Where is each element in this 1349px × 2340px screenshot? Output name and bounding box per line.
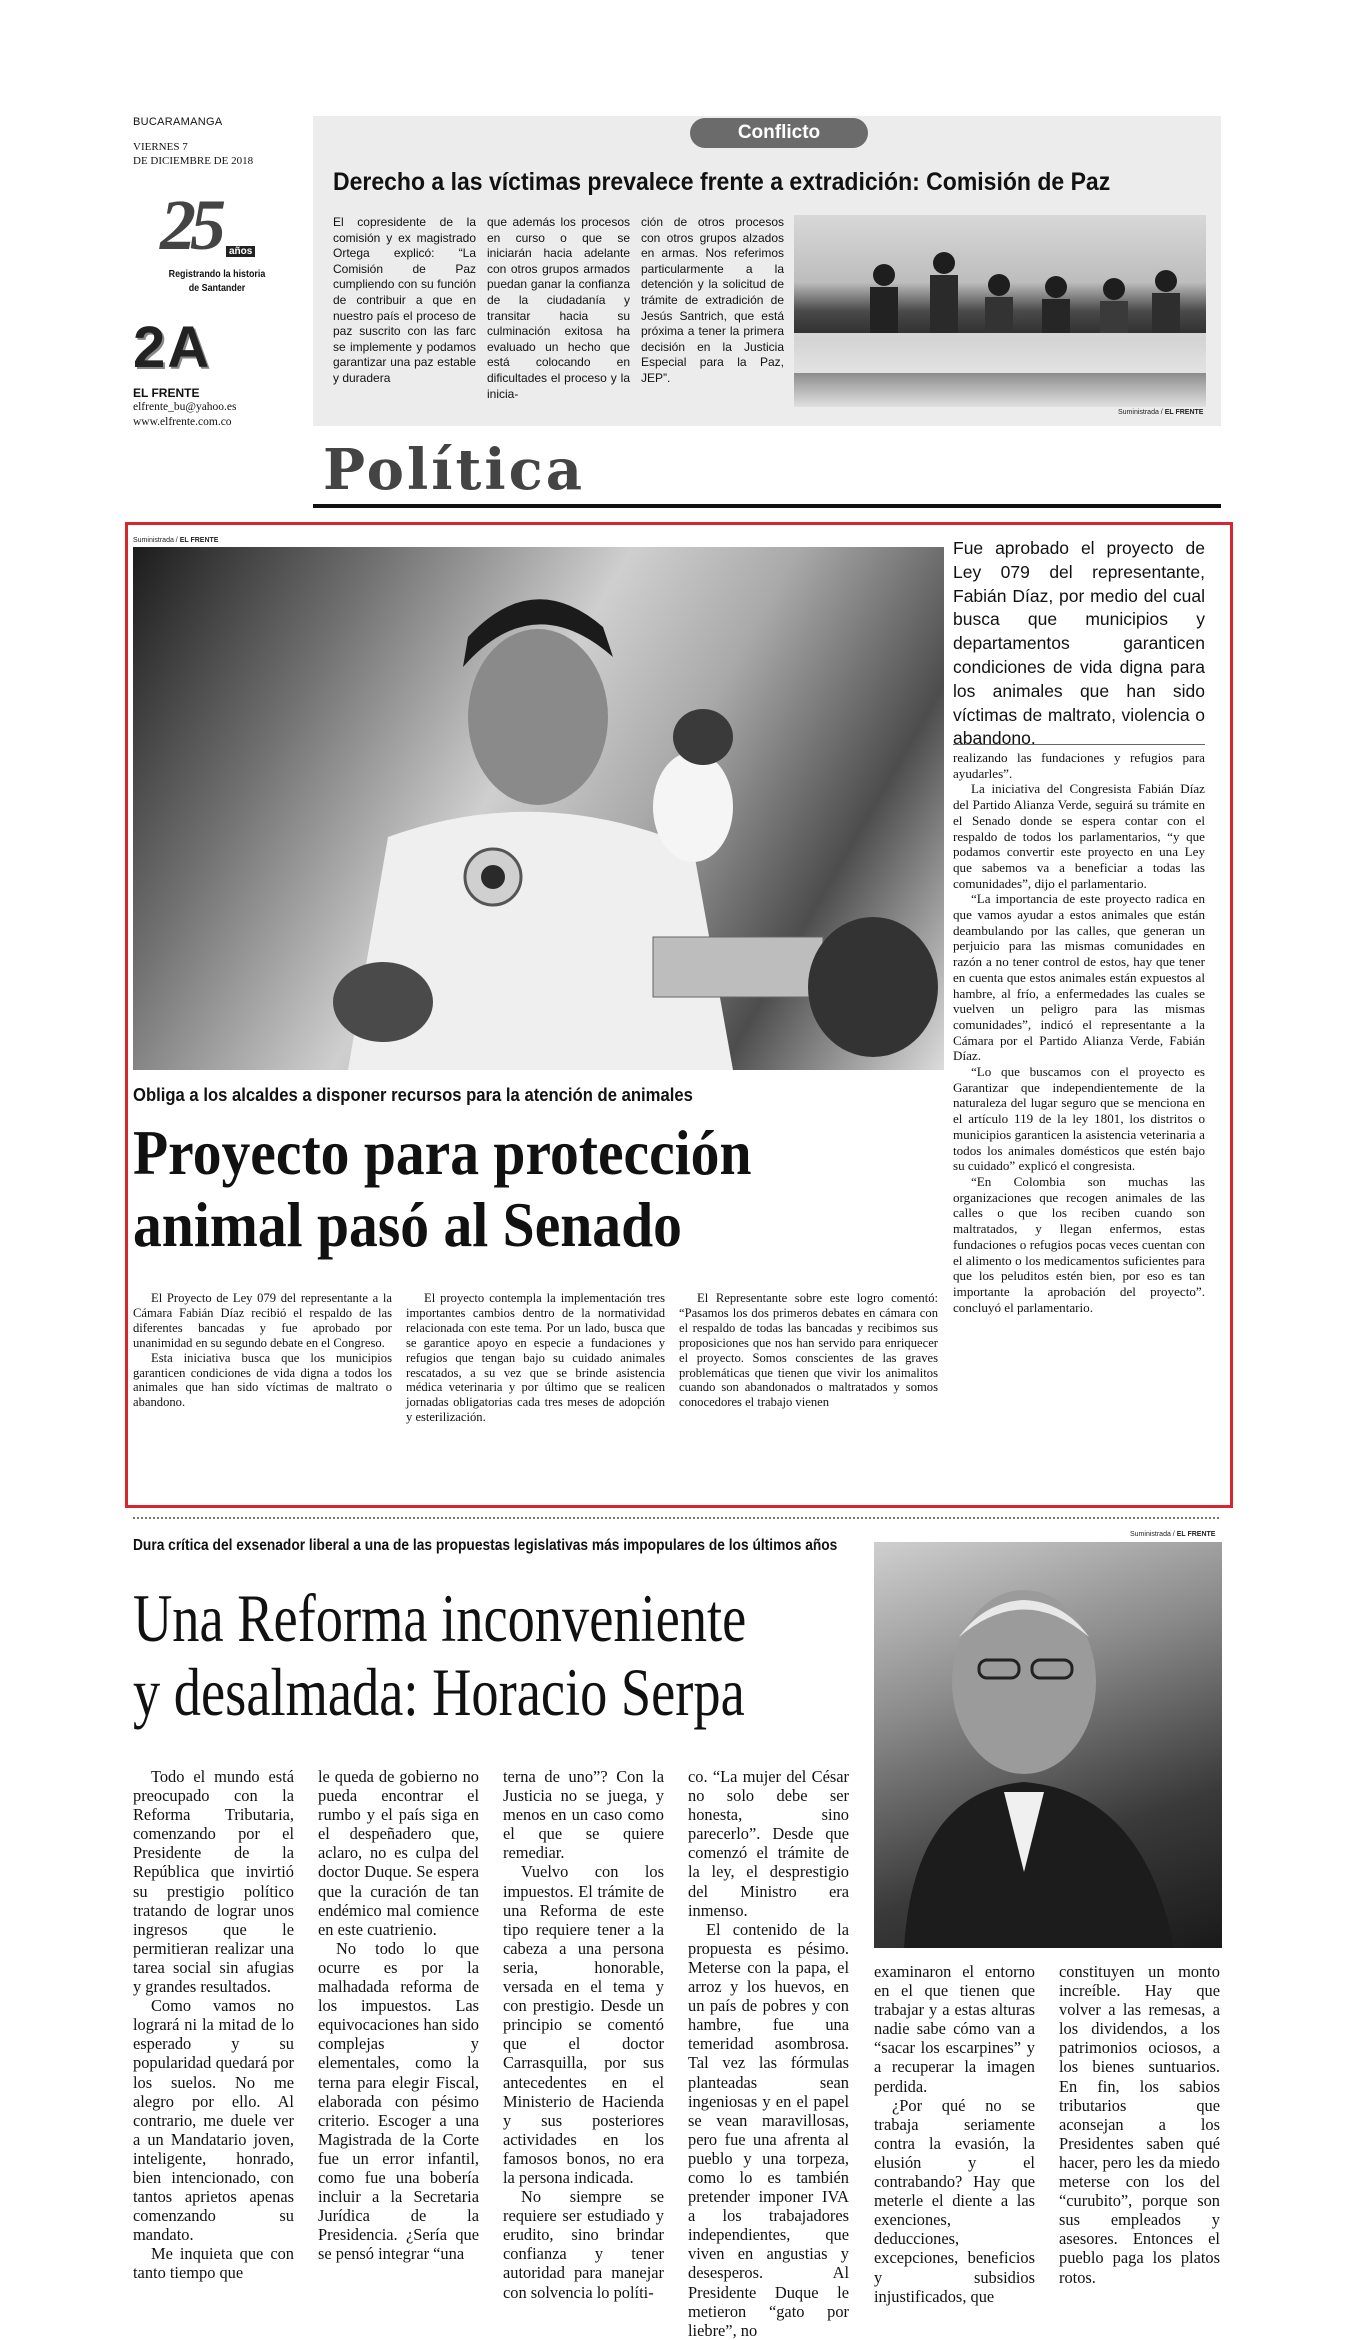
main-story-col3-p1: El Representante sobre este logro comentó: “Pasamos los dos primeros debates en cámara con el respaldo de todas las bancadas y recibimos sus proposiciones que nos han servido para enriquecer el proyecto. Somos conscientes de las graves problemáticas que tienen que vivir los animalitos cuando son abandonados o maltratados y somos conocedores el trabajo vienen xyxy=(679,1291,938,1410)
main-story-headline-1: Proyecto para protección xyxy=(133,1117,752,1188)
horacio-serpa-portrait xyxy=(874,1542,1222,1948)
second-story-col-4 xyxy=(688,1767,849,2340)
main-story-col2-p1: El proyecto contempla la implementación tres importantes cambios dentro de la normatividad relacionada con este tema. Por un lado, busca que se garantice apoyo en especie a fundaciones y refugios que tengan bajo su cuidado animales rescatados, a su vez que se brinde asistencia médica veterinaria y por último que se realicen jornadas obligatorias cada tres meses de adopción y esterilización. xyxy=(406,1291,665,1425)
anniversary-slogan-1: Registrando la historia xyxy=(168,268,266,280)
main-story-photo xyxy=(133,547,944,1070)
top-story-credit-brand: EL FRENTE xyxy=(1164,409,1204,416)
top-story-tag: Conflicto xyxy=(690,118,868,148)
main-story-side-p2: La iniciativa del Congresista Fabián Díaz del Partido Alianza Verde, seguirá su trámite en el Senado donde se espera contar con el respaldo de todos los parlamentarios, “y que podamos convertir este proyecto en una Ley que sabemos va a beneficiar a todas las comunidades”, dijo el parlamentario. xyxy=(953,781,1205,891)
second-story-photo-credit xyxy=(1130,1531,1215,1538)
main-story-side-col xyxy=(953,750,1205,1315)
second-col1-p2: Como vamos no logrará ni la mitad de lo esperado y su popularidad quedará por los suelos. No me alegro por ello. Al contrario, me duele ver a un Mandatario joven, inteligente, honrado, bien intencionado, con tantos aprietos apenas comenzando su mandato. xyxy=(133,1996,294,2245)
second-col1-p1: Todo el mundo está preocupado con la Reforma Tributaria, comenzando por el Presidente de la República que invirtió su prestigio político tratando de lograr unos ingresos que le permitieran realizar una tarea social sin afugias y grandes resultados. xyxy=(133,1767,294,1997)
second-story-headline-1: Una Reforma inconveniente xyxy=(133,1580,747,1656)
top-story-col-2: que además los procesos en curso o que se iniciarán hacia adelante con otros grupos armados puedan ganar la confianza de la ciudadanía y transitar hacia su culminación exitosa ha evaluado un hecho que está colocando en dificultades el proceso y la inicia- xyxy=(487,215,630,401)
paper-name: EL FRENTE xyxy=(133,386,200,400)
main-story-col1-p2: Esta iniciativa busca que los municipios garanticen condiciones de vida digna a todos los animales que han sido víctimas de maltrato o abandono. xyxy=(133,1350,392,1410)
second-story-kicker: Dura crítica del exsenador liberal a una de las propuestas legislativas más impopulares de los últimos años xyxy=(133,1537,838,1554)
main-story-side-p1: realizando las fundaciones y refugios para ayudarles”. xyxy=(953,750,1205,781)
date-line-1: VIERNES 7 xyxy=(133,141,188,153)
top-story-col-3: ción de otros procesos con otros grupos alzados en armas. Nos referimos particularmente a la detención y la solicitud de trámite de extradición de Jesús Santrich, que está próxima a tener la primera decisión en la Justicia Especial para la Paz, JEP”. xyxy=(641,215,784,385)
second-story-col-3 xyxy=(503,1767,664,2302)
second-story-col-2 xyxy=(318,1767,479,2263)
top-story-credit-text: Suministrada / xyxy=(1118,409,1165,416)
page-number: 2A xyxy=(133,315,212,380)
second-col3-p3: No siempre se requiere ser estudiado y erudito, sino brindar confianza y tener autoridad para manejar con solvencia lo políti- xyxy=(503,2187,664,2302)
top-story-headline: Derecho a las víctimas prevalece frente a extradición: Comisión de Paz xyxy=(333,168,1111,196)
congressman-with-puppies-image xyxy=(133,547,944,1070)
second-story-credit-brand: EL FRENTE xyxy=(1176,1531,1216,1538)
main-story-kicker: Obliga a los alcaldes a disponer recursos para la atención de animales xyxy=(133,1084,693,1105)
second-col4-p1: co. “La mujer del César no solo debe ser honesta, sino parecerlo”. Desde que comenzó el trámite de la ley, el desprestigio del Ministro era inmenso. xyxy=(688,1767,849,1920)
main-story-body-col-1 xyxy=(133,1291,392,1410)
email-link[interactable]: elfrente_bu@yahoo.es xyxy=(133,401,237,413)
second-col1-p3: Me inquieta que con tanto tiempo que xyxy=(133,2244,294,2283)
main-story-side-p4: “Lo que buscamos con el proyecto es Garantizar que independientemente de la naturaleza del lugar seguro que se menciona en el artículo 119 de la ley 1801, los distritos o municipios garanticen la asistencia veterinaria a todos los animales domésticos que estén bajo su cuidado” explicó el congresista. xyxy=(953,1064,1205,1174)
top-story-photo-credit xyxy=(1118,409,1203,416)
second-col2-p2: No todo lo que ocurre es por la malhadada reforma de los impuestos. Las equivocaciones han sido complejas y elementales, como la terna para elegir Fiscal, elaborada con pésimo criterio. Escoger a una Magistrada de la Corte fue un error infantil, como fue una bobería incluir a la Secretaria Jurídica de la Presidencia. ¿Sería que se pensó integrar “una xyxy=(318,1938,479,2264)
top-story-photo xyxy=(794,215,1206,407)
second-story-credit-text: Suministrada / xyxy=(1130,1531,1177,1538)
main-story-body-col-2 xyxy=(406,1291,665,1425)
main-story-side-p5: “En Colombia son muchas las organizaciones que recogen animales de las calles o que los reciben cuando son maltratados, y llegan enfermos, estas fundaciones o refugios pocas veces cuentan con el alimento o los medicamentos suficientes para que los peluditos estén bien, por eso es tan importante la aprobación del proyecto”. concluyó el parlamentario. xyxy=(953,1173,1205,1315)
second-col6-p1: constituyen un monto increíble. Hay que volver a las remesas, a los dividendos, a los patrimonios ociosos, a los bienes suntuarios. En fin, los sabios tributarios que aconsejan a los Presidentes saben qué hacer, pero les da miedo meterse con los del “curubito”, porque son sus empleados y asesores. Entonces el pueblo paga los platos rotos. xyxy=(1059,1962,1220,2287)
top-story-col-1: El copresidente de la comisión y ex magistrado Ortega explicó: “La Comisión de Paz cumpliendo con su función de contribuir a que en nuestro país el proceso de paz suscrito con las farc se implemente y podamos garantizar una paz estable y duradera xyxy=(333,215,476,385)
main-story-credit-brand: EL FRENTE xyxy=(179,537,219,544)
main-story-body-col-3 xyxy=(679,1291,938,1410)
second-story-col-1 xyxy=(133,1767,294,2283)
second-story-photo xyxy=(874,1542,1222,1948)
city-label: BUCARAMANGA xyxy=(133,116,223,128)
second-col5-p2: ¿Por qué no se trabaja seriamente contra la evasión, la elusión y el contrabando? Hay que meterle el diente a las exenciones, deducciones, excepciones, beneficios y subsidios injustificados, que xyxy=(874,2095,1035,2306)
anniversary-label: años xyxy=(226,246,255,257)
main-story-credit-text: Suministrada / xyxy=(133,537,180,544)
second-col2-p1: le queda de gobierno no pueda encontrar el rumbo y el país siga en el despeñadero que, aclaro, no es culpa del doctor Duque. Se espera que la curación de tan endémico mal comience en este cuatrienio. xyxy=(318,1767,479,1939)
second-col5-p1: examinaron el entorno en el que tienen que trabajar y a estas alturas nadie sabe cómo van a “sacar los escarpines” y a recuperar la imagen perdida. xyxy=(874,1962,1035,2096)
website-link[interactable]: www.elfrente.com.co xyxy=(133,416,232,428)
second-col3-p2: Vuelvo con los impuestos. El trámite de una Reforma de este tipo requiere tener a la cabeza a una persona seria, honorable, versada en el tema y con prestigio. Desde un principio se comentó que el doctor Carrasquilla, por sus antecedentes en el Ministerio de Hacienda y sus posteriores actividades en los famosos bonos, no era la persona indicada. xyxy=(503,1862,664,2187)
second-col3-p1: terna de uno”? Con la Justicia no se juega, y menos en un caso como el que se quiere remediar. xyxy=(503,1767,664,1863)
main-story-lead: Fue aprobado el proyecto de Ley 079 del representante, Fabián Díaz, por medio del cual busca que municipios y departamentos garanticen condiciones de vida digna para los animales que han sido víctimas de maltrato, violencia o abandono. xyxy=(953,538,1205,749)
anniversary-number: 25 xyxy=(160,185,220,265)
anniversary-logo xyxy=(160,185,275,310)
second-story-headline-2: y desalmada: Horacio Serpa xyxy=(133,1654,745,1730)
anniversary-slogan-2: de Santander xyxy=(188,282,246,294)
second-col4-p2: El contenido de la propuesta es pésimo. Meterse con la papa, el arroz y los huevos, en un país de pobres y con hambre, fue una temeridad asombrosa. Tal vez las fórmulas planteadas sean ingeniosas y en el papel se vean maravillosas, pero fue una afrenta al pueblo y una torpeza, como lo es también pretender imponer IVA a los trabajadores independientes, que viven en angustias y desesperos. Al Presidente Duque le metieron “gato por liebre”, no xyxy=(688,1919,849,2340)
main-story-photo-credit xyxy=(133,537,218,544)
second-story-col-5 xyxy=(874,1962,1035,2306)
date-line-2: DE DICIEMBRE DE 2018 xyxy=(133,155,254,167)
section-title: Política xyxy=(323,437,597,503)
main-story-lead-rule xyxy=(953,744,1205,745)
story-divider xyxy=(133,1517,1219,1519)
main-story-side-p3: “La importancia de este proyecto radica en que vamos ayudar a estos animales que están deambulando por las calles, que generan un perjuicio para las mismas comunidades en razón a no tener control de estos, hay que tener en cuenta que estos animales están expuestos al hambre, al frío, a enfermedades las cuales se vuelven un peligro para las mismas comunidades”, indicó el representante a la Cámara por el Partido Alianza Verde, Fabián Díaz. xyxy=(953,891,1205,1064)
second-story-col-6 xyxy=(1059,1962,1220,2287)
press-conference-image xyxy=(794,215,1206,407)
main-story-headline-2: animal pasó al Senado xyxy=(133,1189,682,1260)
main-story-col1-p1: El Proyecto de Ley 079 del representante a la Cámara Fabián Díaz recibió el respaldo de las diferentes bancadas y fue aprobado por unanimidad en su segundo debate en el Congreso. xyxy=(133,1291,392,1350)
